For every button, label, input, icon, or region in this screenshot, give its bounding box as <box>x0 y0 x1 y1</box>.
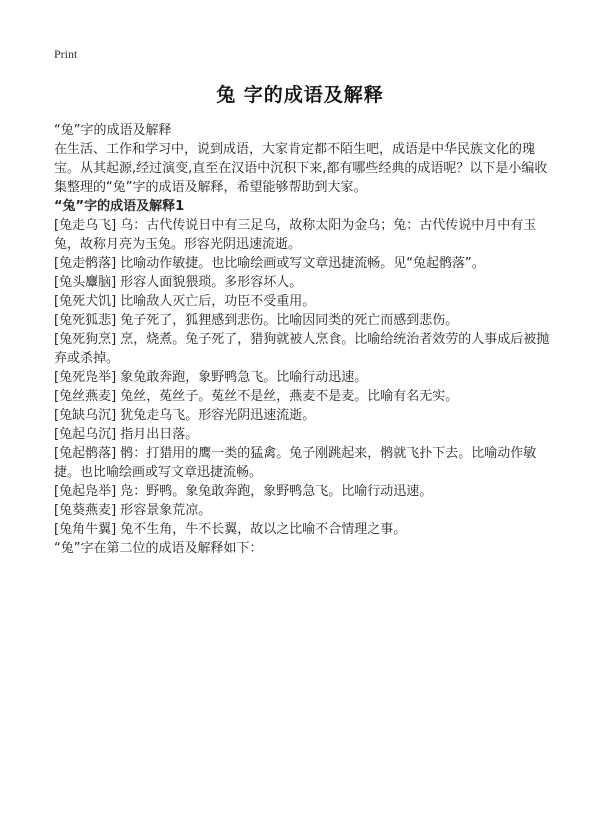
idiom-term: [兔走鹘落] <box>54 256 117 271</box>
idiom-definition: 凫：野鸭。象兔敢奔跑，象野鸭急飞。比喻行动迅速。 <box>116 484 433 499</box>
idiom-entry <box>54 482 554 501</box>
idiom-entry <box>54 387 554 406</box>
idiom-term: [兔缺乌沉] <box>54 408 117 423</box>
idiom-term: [兔死狐悲] <box>54 313 117 328</box>
idiom-term: [兔死狗烹] <box>54 332 117 347</box>
closing-line: “兔”字在第二位的成语及解释如下： <box>54 541 263 556</box>
idiom-definition: 兔子死了，狐狸感到悲伤。比喻因同类的死亡而感到悲伤。 <box>116 313 459 328</box>
idiom-term: [兔走乌飞] <box>54 218 117 233</box>
idiom-definition: 兔丝，菟丝子。菟丝不是丝，燕麦不是麦。比喻有名无实。 <box>116 389 459 404</box>
idiom-entry <box>54 330 554 368</box>
idiom-term: [兔葵燕麦] <box>54 503 117 518</box>
idiom-definition: 烹，烧煮。兔子死了，猎狗就被人烹食。比喻给统治者效劳的人事成后被抛弃或杀掉。 <box>54 332 550 366</box>
subtitle: “兔”字的成语及解释 <box>54 123 172 138</box>
idiom-definition: 比喻动作敏捷。也比喻绘画或写文章迅捷流畅。见“兔起鹘落”。 <box>116 256 485 271</box>
idiom-definition: 形容人面貌猥琐。多形容坏人。 <box>116 275 303 290</box>
idiom-definition: 象兔敢奔跑，象野鸭急飞。比喻行动迅速。 <box>116 370 368 385</box>
idiom-entry <box>54 216 554 254</box>
idiom-definition: 鹘：打猎用的鹰一类的猛禽。兔子刚跳起来，鹘就飞扑下去。比喻动作敏捷。也比喻绘画或写文章迅捷流畅。 <box>54 446 537 480</box>
idiom-term: [兔起鹘落] <box>54 446 117 461</box>
idiom-entry <box>54 273 554 292</box>
idiom-term: [兔丝燕麦] <box>54 389 117 404</box>
idiom-term: [兔起乌沉] <box>54 427 117 442</box>
idiom-definition: 比喻敌人灭亡后，功臣不受重用。 <box>116 294 316 309</box>
idiom-entry <box>54 368 554 387</box>
document-body <box>54 121 554 558</box>
idiom-definition: 犹兔走乌飞。形容光阴迅速流逝。 <box>116 408 316 423</box>
idiom-definition: 兔不生角，牛不长翼，故以之比喻不合情理之事。 <box>116 522 407 537</box>
idiom-entry <box>54 444 554 482</box>
idiom-entry <box>54 501 554 520</box>
idiom-entry <box>54 292 554 311</box>
idiom-term: [兔死犬饥] <box>54 294 117 309</box>
idiom-term: [兔死凫举] <box>54 370 117 385</box>
idiom-term: [兔角牛翼] <box>54 522 117 537</box>
idiom-entry <box>54 311 554 330</box>
intro-paragraph: 在生活、工作和学习中，说到成语，大家肯定都不陌生吧，成语是中华民族文化的瑰宝。从其起源,经过演变,直至在汉语中沉积下来,都有哪些经典的成语呢？以下是小编收集整理的“兔”字的成语及解释，希望能够帮助到大家。 <box>54 142 548 195</box>
idiom-entry <box>54 254 554 273</box>
section-heading: “兔”字的成语及解释1 <box>54 199 185 214</box>
idiom-entry <box>54 425 554 444</box>
idiom-entry <box>54 406 554 425</box>
print-label: Print <box>54 47 78 61</box>
idiom-entry <box>54 520 554 539</box>
page-title: 兔 字的成语及解释 <box>216 84 384 106</box>
idiom-term: [兔头麞脑] <box>54 275 117 290</box>
idiom-definition: 指月出日落。 <box>116 427 199 442</box>
idiom-definition: 形容景象荒凉。 <box>116 503 212 518</box>
idiom-definition: 乌：古代传说日中有三足乌，故称太阳为金乌；兔：古代传说中月中有玉兔，故称月亮为玉兔。形容光阴迅速流逝。 <box>54 218 537 252</box>
idiom-term: [兔起凫举] <box>54 484 117 499</box>
